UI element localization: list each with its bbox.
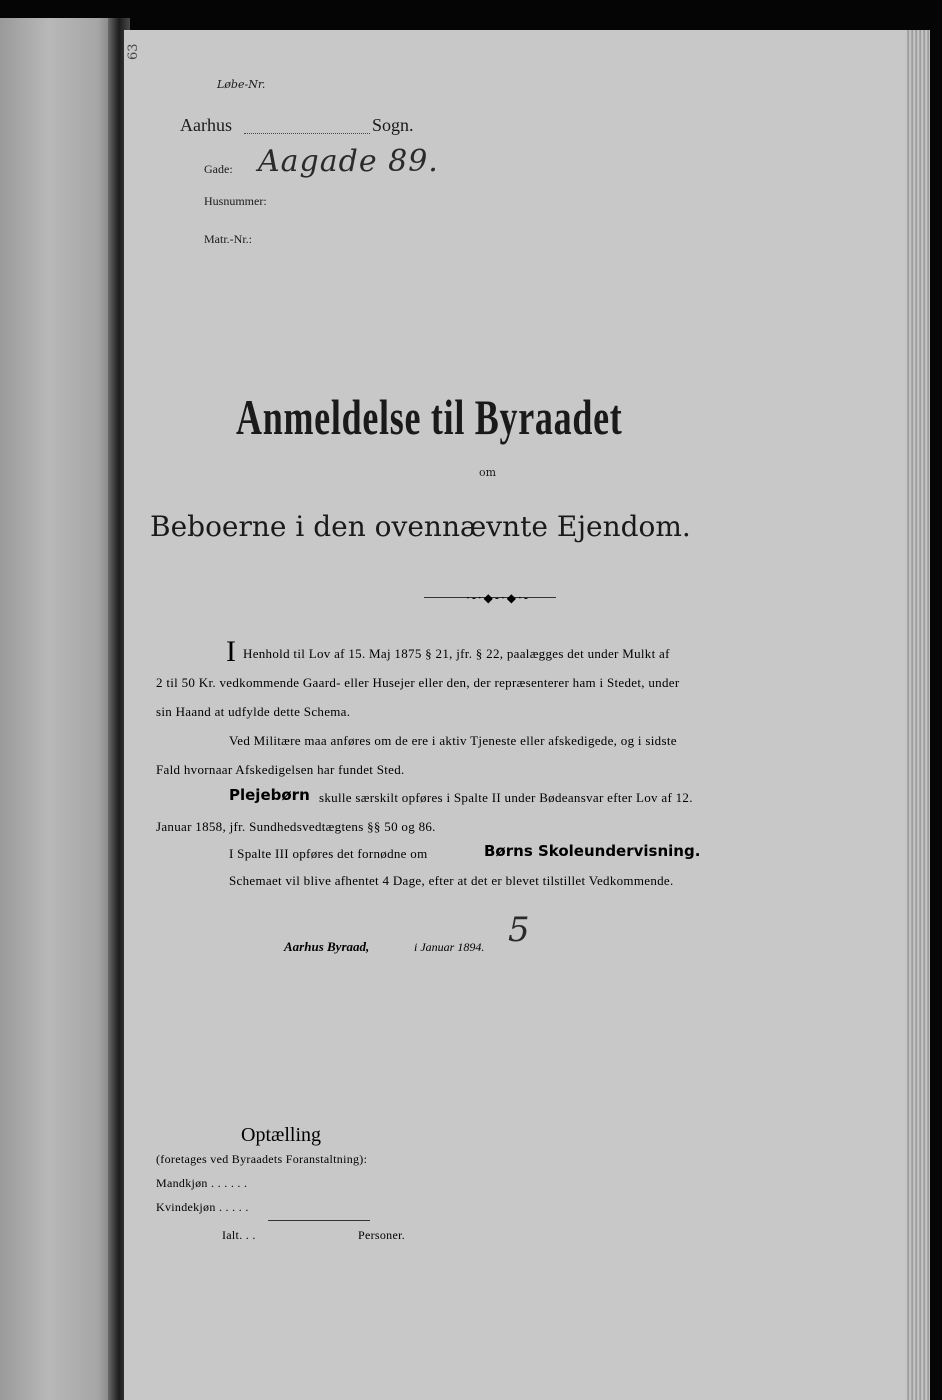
ialt-label: Ialt. . . [222,1228,256,1242]
paragraph-3-line-2: Januar 1858, jfr. Sundhedsvedtægtens §§ 50 og 86. [156,819,436,834]
skoleundervisning-heading: Børns Skoleundervisning. [484,842,701,860]
gade-handwritten-value: Aagade 89. [258,144,439,179]
ornament-dots: ·-·◆-·◆·- [466,591,530,605]
document-title: Anmeldelse til Byraadet [236,389,623,445]
paragraph-1-line-2: 2 til 50 Kr. vedkommende Gaard- eller Husejer eller den, der repræsenterer ham i Stedet, under [156,675,680,690]
corner-page-number: 63 [126,43,141,60]
plejeborn-heading: Plejebørn [229,786,310,804]
kvindekjon-label: Kvindekjøn . . . . . [156,1200,249,1214]
sogn-label: Sogn. [372,115,414,135]
mandkjon-label: Mandkjøn . . . . . . [156,1176,248,1190]
optaelling-heading: Optælling [241,1124,322,1146]
husnummer-label: Husnummer: [204,194,267,208]
left-page [0,18,122,1400]
lobe-nr-label: Løbe-Nr. [217,78,266,91]
signature-date: i Januar 1894. [414,940,485,954]
sogn-dotted-line [244,133,370,134]
signature-place: Aarhus Byraad, [284,939,370,954]
gade-label: Gade: [204,162,233,176]
personer-label: Personer. [358,1228,406,1242]
om-label: om [479,466,497,479]
paragraph-3-line-1: skulle særskilt opføres i Spalte II under Bødeansvar efter Lov af 12. [319,790,693,805]
paragraph-2-line-2: Fald hvornaar Afskedigelsen har fundet Sted. [156,762,405,777]
matr-nr-label: Matr.-Nr.: [204,232,252,246]
city-name: Aarhus [180,115,232,135]
paragraph-5: Schemaet vil blive afhentet 4 Dage, efter at det er blevet tilstillet Vedkommende. [229,873,674,888]
paragraph-1-line-3: sin Haand at udfylde dette Schema. [156,704,351,719]
paragraph-1-line-1: Henhold til Lov af 15. Maj 1875 § 21, jfr. § 22, paalægges det under Mulkt af [243,646,670,661]
document-subtitle: Beboerne i den ovennævnte Ejendom. [150,510,691,543]
paragraph-2-line-1: Ved Militære maa anføres om de ere i aktiv Tjeneste eller afskedigede, og i sidste [229,733,677,748]
handwritten-year-correction: 5 [508,910,531,950]
paragraph-4-start: I Spalte III opføres det fornødne om [229,846,428,861]
drop-cap: I [226,635,236,668]
sum-line [268,1220,370,1221]
optaelling-note: (foretages ved Byraadets Foranstaltning): [156,1152,368,1166]
